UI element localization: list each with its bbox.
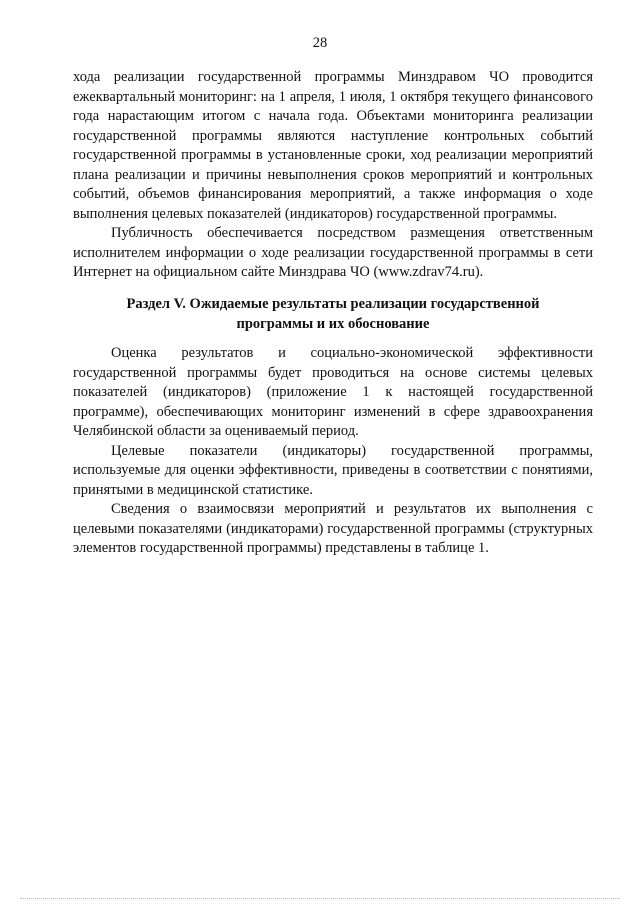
scan-bottom-edge <box>20 898 620 899</box>
section-text-block <box>73 344 593 559</box>
page-number: 28 <box>312 35 328 51</box>
paragraph-evaluation: Оценка результатов и социально-экономической эффективности государственной программы будет проводиться на основе системы целевых показателей (индикаторов) (приложение 1 к настоящей государственной программе), обеспечивающих мониторинг изменений в сфере здравоохранения Челябинской области за оцениваемый период. <box>73 345 593 439</box>
section-heading-line-1: Раздел V. Ожидаемые результаты реализации государственной <box>126 296 540 312</box>
section-heading-line-2: программы и их обоснование <box>236 315 430 332</box>
section-heading <box>73 295 593 334</box>
intro-text-block <box>73 68 593 283</box>
paragraph-relationship: Сведения о взаимосвязи мероприятий и результатов их выполнения с целевыми показателями (индикаторами) государственной программы (структурных элементов государственной программы) представлены в таблице 1. <box>73 501 593 556</box>
paragraph-publicity: Публичность обеспечивается посредством размещения ответственным исполнителем информации о ходе реализации государственной программы в сети Интернет на официальном сайте Минздрава ЧО (www.zdrav74.ru). <box>73 225 593 280</box>
paragraph-indicators: Целевые показатели (индикаторы) государственной программы, используемые для оценки эффективности, приведены в соответствии с понятиями, принятыми в медицинской статистике. <box>73 442 593 498</box>
paragraph-monitoring: хода реализации государственной программы Минздравом ЧО проводится ежеквартальный мониторинг: на 1 апреля, 1 июля, 1 октября текущего финансового года нарастающим итогом с начала года. Объектами мониторинга реализации государственной программы являются наступление контрольных событий государственной программы в установленные сроки, ход реализации мероприятий плана реализации и причины невыполнения сроков мероприятий и контрольных событий, объемов финансирования мероприятий, а также информация о ходе выполнения целевых показателей (индикаторов) государственной программы. <box>73 69 593 222</box>
